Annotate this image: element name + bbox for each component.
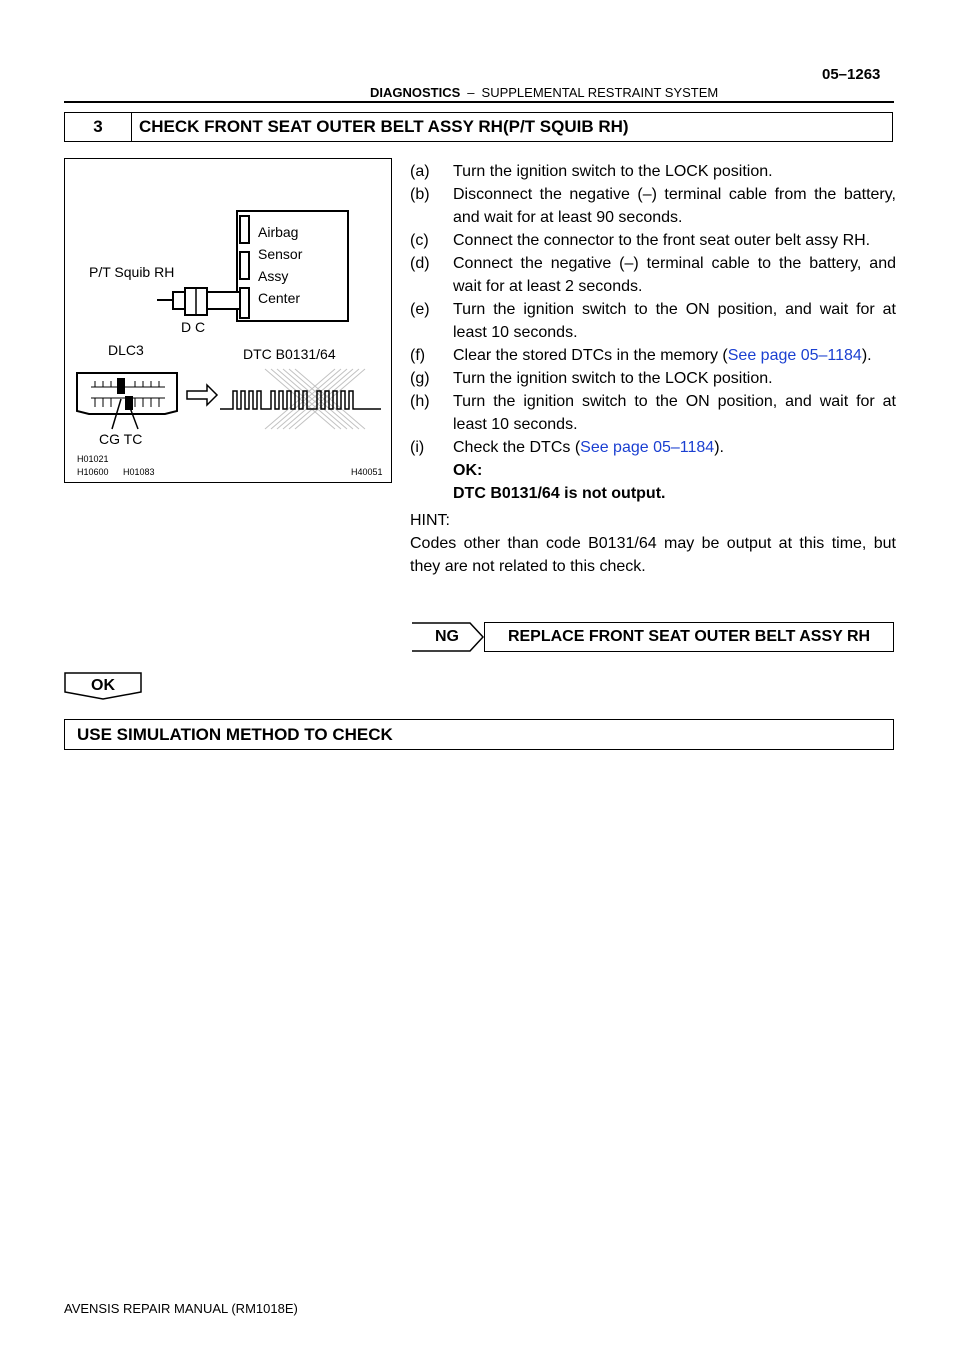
instruction-text: Turn the ignition switch to the ON position, and wait for at least 10 seconds. bbox=[453, 393, 896, 433]
section-header bbox=[370, 85, 718, 100]
sensor-connector-2 bbox=[240, 252, 249, 279]
ok-condition-label: OK: bbox=[453, 462, 483, 479]
ok-tag-label: OK bbox=[91, 677, 115, 694]
instruction-item bbox=[410, 390, 896, 436]
dtc-label: DTC B0131/64 bbox=[243, 346, 336, 362]
instruction-label: (h) bbox=[410, 393, 430, 410]
page-number: 05–1263 bbox=[822, 66, 881, 83]
instruction-text: Turn the ignition switch to the LOCK position. bbox=[453, 163, 773, 180]
instruction-text-part: Clear the stored DTCs in the memory ( bbox=[453, 347, 728, 364]
instruction-item bbox=[410, 160, 896, 183]
step-title-box bbox=[64, 112, 893, 142]
dlc-label: DLC3 bbox=[108, 342, 144, 358]
instruction-label: (d) bbox=[410, 255, 430, 272]
airbag-label-4: Center bbox=[258, 290, 301, 306]
instruction-text: Turn the ignition switch to the LOCK position. bbox=[453, 370, 773, 387]
instruction-text-part: ). bbox=[861, 347, 872, 364]
sensor-connector-1 bbox=[240, 216, 249, 243]
ref-code-4: H40051 bbox=[351, 467, 383, 477]
hint-label: HINT: bbox=[410, 512, 450, 529]
dlc-pin-tc bbox=[125, 396, 133, 410]
squib-plug bbox=[173, 292, 185, 309]
instruction-label: (f) bbox=[410, 347, 426, 364]
instruction-label: (i) bbox=[410, 439, 425, 456]
airbag-label-1: Airbag bbox=[258, 224, 299, 240]
section-name: DIAGNOSTICS bbox=[370, 85, 461, 100]
sensor-connector-3 bbox=[240, 288, 249, 318]
header-rule bbox=[64, 101, 894, 103]
instruction-item bbox=[410, 344, 896, 367]
instruction-text bbox=[453, 344, 896, 367]
ref-code-2: H10600 bbox=[77, 467, 109, 477]
instruction-text-part: ). bbox=[714, 439, 724, 456]
crossed-out-waveform bbox=[220, 369, 381, 429]
see-page-link[interactable]: See page 05–1184 bbox=[727, 347, 862, 364]
ok-condition bbox=[410, 459, 896, 505]
step-title: CHECK FRONT SEAT OUTER BELT ASSY RH(P/T SQUIB RH) bbox=[139, 117, 629, 136]
airbag-label-2: Sensor bbox=[258, 246, 303, 262]
instruction-item bbox=[410, 298, 896, 344]
test-connector-c bbox=[207, 292, 240, 309]
instruction-text: Turn the ignition switch to the ON position, and wait for at least 10 seconds. bbox=[453, 301, 896, 341]
instruction-label: (c) bbox=[410, 232, 429, 249]
subsection-name: SUPPLEMENTAL RESTRAINT SYSTEM bbox=[481, 85, 719, 100]
ng-action: REPLACE FRONT SEAT OUTER BELT ASSY RH bbox=[484, 622, 894, 652]
instruction-item bbox=[410, 436, 896, 459]
step-number: 3 bbox=[65, 113, 132, 141]
instruction-text bbox=[453, 436, 896, 459]
figure-drawing bbox=[65, 159, 393, 484]
ok-tag bbox=[64, 672, 142, 700]
instruction-text: Disconnect the negative (–) terminal cable from the battery, and wait for at least 90 seconds. bbox=[453, 186, 896, 226]
instruction-list bbox=[410, 160, 896, 578]
instruction-label: (a) bbox=[410, 163, 430, 180]
wiring-figure bbox=[64, 158, 392, 483]
header-separator: – bbox=[467, 85, 475, 100]
squib-label: P/T Squib RH bbox=[89, 264, 175, 280]
instruction-text: Connect the negative (–) terminal cable to the battery, and wait for at least 2 seconds. bbox=[453, 255, 896, 295]
instruction-label: (b) bbox=[410, 186, 430, 203]
see-page-link[interactable]: See page 05–1184 bbox=[580, 439, 715, 456]
ok-condition-text: DTC B0131/64 is not output. bbox=[453, 485, 666, 502]
ng-tag-label: NG bbox=[435, 628, 459, 645]
footer-text: AVENSIS REPAIR MANUAL (RM1018E) bbox=[64, 1301, 298, 1316]
instruction-item bbox=[410, 252, 896, 298]
ref-code-1: H01021 bbox=[77, 454, 109, 464]
instruction-text-part: Check the DTCs ( bbox=[453, 439, 581, 456]
instruction-item bbox=[410, 183, 896, 229]
terminal-labels: CG TC bbox=[99, 431, 143, 447]
ok-action: USE SIMULATION METHOD TO CHECK bbox=[64, 719, 894, 750]
airbag-label-3: Assy bbox=[258, 268, 289, 284]
instruction-item bbox=[410, 367, 896, 390]
arrow-icon bbox=[187, 385, 217, 405]
dlc-pin-cg bbox=[117, 378, 125, 394]
ng-branch bbox=[412, 622, 894, 652]
instruction-text: Connect the connector to the front seat outer belt assy RH. bbox=[453, 232, 871, 249]
instruction-item bbox=[410, 229, 896, 252]
instruction-label: (e) bbox=[410, 301, 430, 318]
connector-pins: D C bbox=[181, 319, 206, 335]
hint-text: Codes other than code B0131/64 may be output at this time, but they are not related to this check. bbox=[410, 535, 896, 575]
instruction-label: (g) bbox=[410, 370, 430, 387]
ref-code-3: H01083 bbox=[123, 467, 155, 477]
ng-tag bbox=[412, 622, 484, 657]
